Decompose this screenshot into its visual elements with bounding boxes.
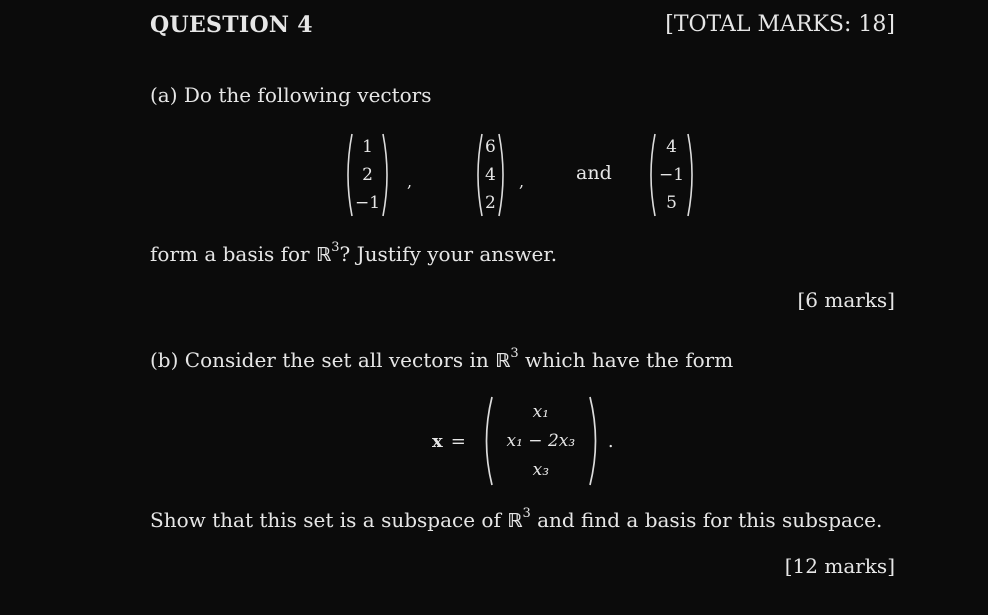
- part-b-intro: [150, 348, 733, 372]
- vector-1-entry-3: −1: [355, 193, 381, 213]
- vector-x-entry-3: x₃: [532, 459, 550, 480]
- vector-2-entry-3: 2: [485, 193, 496, 213]
- part-b-task-suffix: and find a basis for this subspace.: [530, 508, 883, 532]
- trailing-period: .: [607, 430, 614, 452]
- dimension-exponent: 3: [510, 346, 519, 362]
- part-a-question-suffix: ? Justify your answer.: [339, 242, 558, 266]
- right-paren-icon: [382, 132, 392, 218]
- vector-3-entry-2: −1: [659, 165, 685, 185]
- vector-1-entry-1: 1: [362, 137, 373, 157]
- real-numbers-symbol: ℝ: [507, 510, 523, 532]
- separator-1: ,: [407, 172, 413, 191]
- part-a-question: [150, 242, 557, 266]
- dimension-exponent: 3: [522, 506, 531, 522]
- vector-3-entry-1: 4: [666, 137, 677, 157]
- left-paren-icon: [646, 132, 656, 218]
- vector-2-entry-1: 6: [485, 137, 496, 157]
- equals-sign: =: [450, 430, 466, 452]
- left-paren-icon: [473, 132, 483, 218]
- part-a-question-prefix: form a basis for: [150, 242, 316, 266]
- real-numbers-symbol: ℝ: [495, 350, 511, 372]
- part-b-intro-suffix: which have the form: [518, 348, 734, 372]
- real-numbers-symbol: ℝ: [315, 244, 332, 266]
- part-b-task-prefix: Show that this set is a subspace of: [150, 508, 508, 532]
- total-marks: [TOTAL MARKS: 18]: [665, 12, 895, 37]
- vector-2: [473, 132, 508, 218]
- vector-1-entry-2: 2: [362, 165, 373, 185]
- part-b-marks: [12 marks]: [784, 554, 895, 578]
- and-word: and: [576, 162, 612, 184]
- part-a-marks: [6 marks]: [797, 288, 895, 312]
- vector-3-entry-3: 5: [666, 193, 677, 213]
- vector-x-entry-2: x₁ − 2x₃: [506, 430, 576, 451]
- vector-1: [343, 132, 392, 218]
- dimension-exponent: 3: [331, 240, 340, 256]
- vector-x-entry-1: x₁: [532, 401, 550, 422]
- right-paren-icon: [498, 132, 508, 218]
- separator-2: ,: [519, 172, 525, 191]
- part-b-intro-prefix: (b) Consider the set all vectors in: [150, 348, 496, 372]
- part-b-task: [150, 508, 882, 532]
- left-paren-icon: [343, 132, 353, 218]
- vector-3: [646, 132, 697, 218]
- vector-x-equation: [432, 395, 614, 487]
- vector-2-entry-2: 4: [485, 165, 496, 185]
- right-paren-icon: [687, 132, 697, 218]
- question-title: QUESTION 4: [150, 12, 313, 38]
- right-paren-icon: [588, 395, 602, 487]
- vector-x-name: x: [432, 430, 443, 452]
- part-a-intro: (a) Do the following vectors: [150, 83, 432, 107]
- left-paren-icon: [480, 395, 494, 487]
